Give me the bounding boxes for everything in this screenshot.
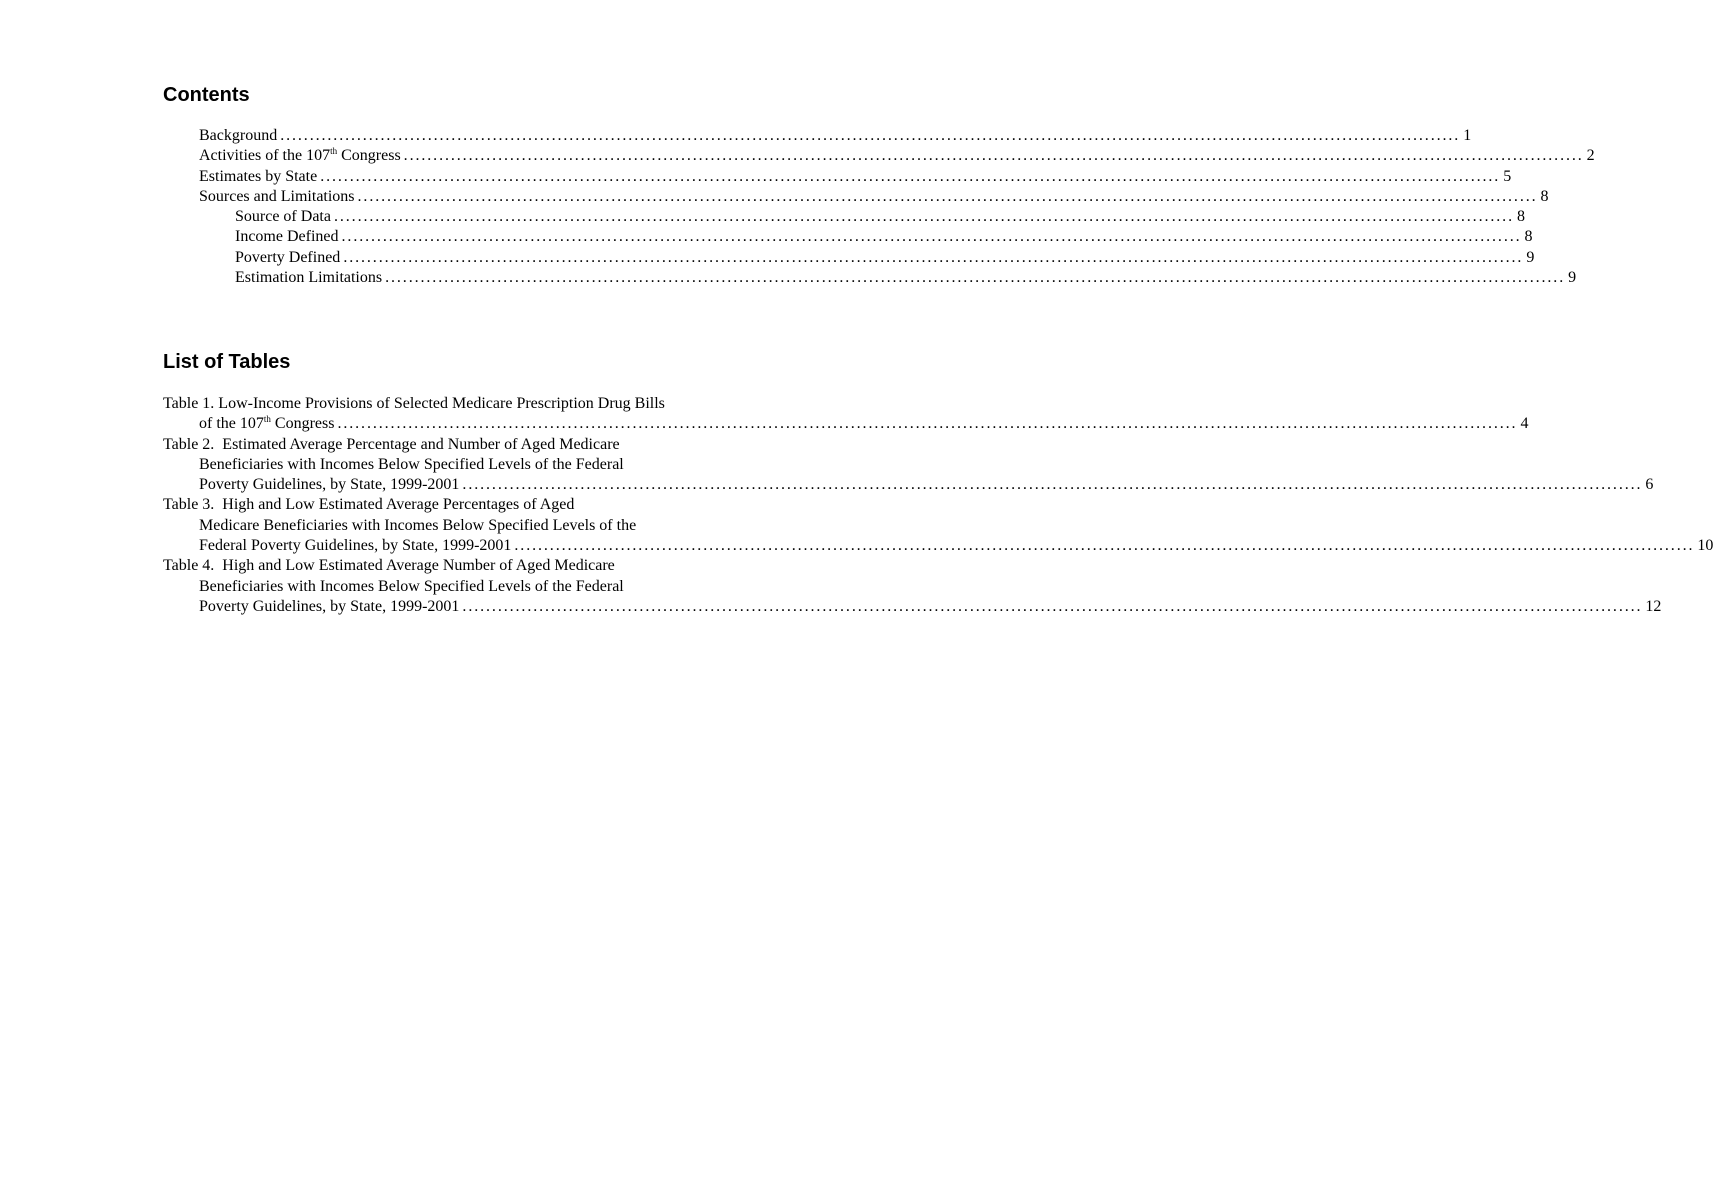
ordinal-superscript: th <box>263 414 271 425</box>
dot-leader: ........................................................................................................................................................................................................ <box>403 147 1584 165</box>
table-entry-line <box>163 475 1654 495</box>
dot-leader: ........................................................................................................................................................................................................ <box>385 269 1566 287</box>
table-entry-title-end: Federal Poverty Guidelines, by State, 1999-2001 <box>199 537 512 555</box>
contents-list <box>163 126 1595 288</box>
toc-page-number: 10 <box>1697 537 1713 555</box>
list-of-tables <box>163 394 1713 617</box>
table-entry-title: Table 1. Low-Income Provisions of Selected Medicare Prescription Drug Bills <box>163 395 665 412</box>
table-entry-title-cont: Medicare Beneficiaries with Incomes Below Specified Levels of the <box>199 516 637 534</box>
toc-entry-title: Sources and Limitations <box>199 187 355 205</box>
toc-entry-poverty-defined[interactable] <box>163 248 1535 268</box>
contents-heading: Contents <box>163 84 250 106</box>
toc-entry-activities[interactable] <box>163 146 1595 166</box>
dot-leader: ........................................................................................................................................................................................................ <box>357 187 1538 205</box>
toc-page-number: 9 <box>1568 269 1577 287</box>
dot-leader: ........................................................................................................................................................................................................ <box>343 248 1524 266</box>
dot-leader: ........................................................................................................................................................................................................ <box>462 476 1643 494</box>
table-entry-line <box>163 536 1713 556</box>
dot-leader: ........................................................................................................................................................................................................ <box>341 228 1522 246</box>
toc-entry-title: Background <box>199 127 278 144</box>
table-entry-3[interactable] <box>163 495 1713 556</box>
toc-page-number: 8 <box>1540 187 1549 205</box>
toc-entry-title: Source of Data <box>235 208 331 226</box>
table-entry-title: Table 3. High and Low Estimated Average Percentages of Aged <box>163 496 575 514</box>
toc-page-number: 2 <box>1586 147 1595 165</box>
toc-entry-source-of-data[interactable] <box>163 207 1525 227</box>
table-entry-line <box>163 516 758 536</box>
table-entry-title-end: Poverty Guidelines, by State, 1999-2001 <box>199 597 460 615</box>
table-entry-title-cont: Beneficiaries with Incomes Below Specified Levels of the Federal <box>199 577 624 595</box>
table-entry-4[interactable] <box>163 556 1662 617</box>
table-entry-title-end: of the 107th Congress <box>199 414 335 433</box>
table-entry-1[interactable] <box>163 394 1529 435</box>
table-entry-line <box>163 455 758 475</box>
toc-entry-sources-and-limitations[interactable] <box>163 187 1549 207</box>
list-of-tables-heading: List of Tables <box>163 351 291 373</box>
toc-entry-estimation-limitations[interactable] <box>163 268 1577 288</box>
toc-page-number: 5 <box>1503 167 1512 185</box>
table-entry-title: Table 4. High and Low Estimated Average Number of Aged Medicare <box>163 557 615 575</box>
table-entry-title: Table 2. Estimated Average Percentage and Number of Aged Medicare <box>163 435 620 453</box>
table-entry-line <box>163 495 758 515</box>
dot-leader: ........................................................................................................................................................................................................ <box>333 208 1514 226</box>
toc-page-number: 8 <box>1524 228 1533 246</box>
dot-leader: ........................................................................................................................................................................................................ <box>280 127 1461 144</box>
toc-entry-title: Poverty Defined <box>235 248 341 266</box>
dot-leader: ........................................................................................................................................................................................................ <box>337 415 1518 433</box>
table-entry-2[interactable] <box>163 435 1654 496</box>
ordinal-superscript: th <box>330 146 338 157</box>
toc-entry-background[interactable] <box>163 126 1472 146</box>
dot-leader: ........................................................................................................................................................................................................ <box>320 167 1501 185</box>
table-entry-line <box>163 394 758 414</box>
dot-leader: ........................................................................................................................................................................................................ <box>514 537 1695 555</box>
toc-page-number: 4 <box>1520 415 1529 433</box>
toc-entry-title: Estimation Limitations <box>235 269 383 287</box>
toc-entry-income-defined[interactable] <box>163 227 1533 247</box>
dot-leader: ........................................................................................................................................................................................................ <box>462 597 1643 615</box>
toc-page-number: 8 <box>1516 208 1525 226</box>
toc-entry-title: Estimates by State <box>199 167 318 185</box>
table-entry-title-end: Poverty Guidelines, by State, 1999-2001 <box>199 476 460 494</box>
table-entry-line <box>163 414 1529 434</box>
toc-page-number: 1 <box>1463 127 1472 144</box>
table-entry-line <box>163 597 1662 617</box>
toc-entry-estimates-by-state[interactable] <box>163 167 1512 187</box>
table-entry-line <box>163 435 758 455</box>
table-entry-line <box>163 556 758 576</box>
toc-entry-title: Income Defined <box>235 228 339 246</box>
table-entry-line <box>163 577 758 597</box>
toc-page-number: 12 <box>1645 597 1662 615</box>
toc-page-number: 9 <box>1526 248 1535 266</box>
toc-entry-title: Activities of the 107th Congress <box>199 146 401 165</box>
toc-page-number: 6 <box>1645 476 1654 494</box>
table-entry-title-cont: Beneficiaries with Incomes Below Specified Levels of the Federal <box>199 455 624 473</box>
